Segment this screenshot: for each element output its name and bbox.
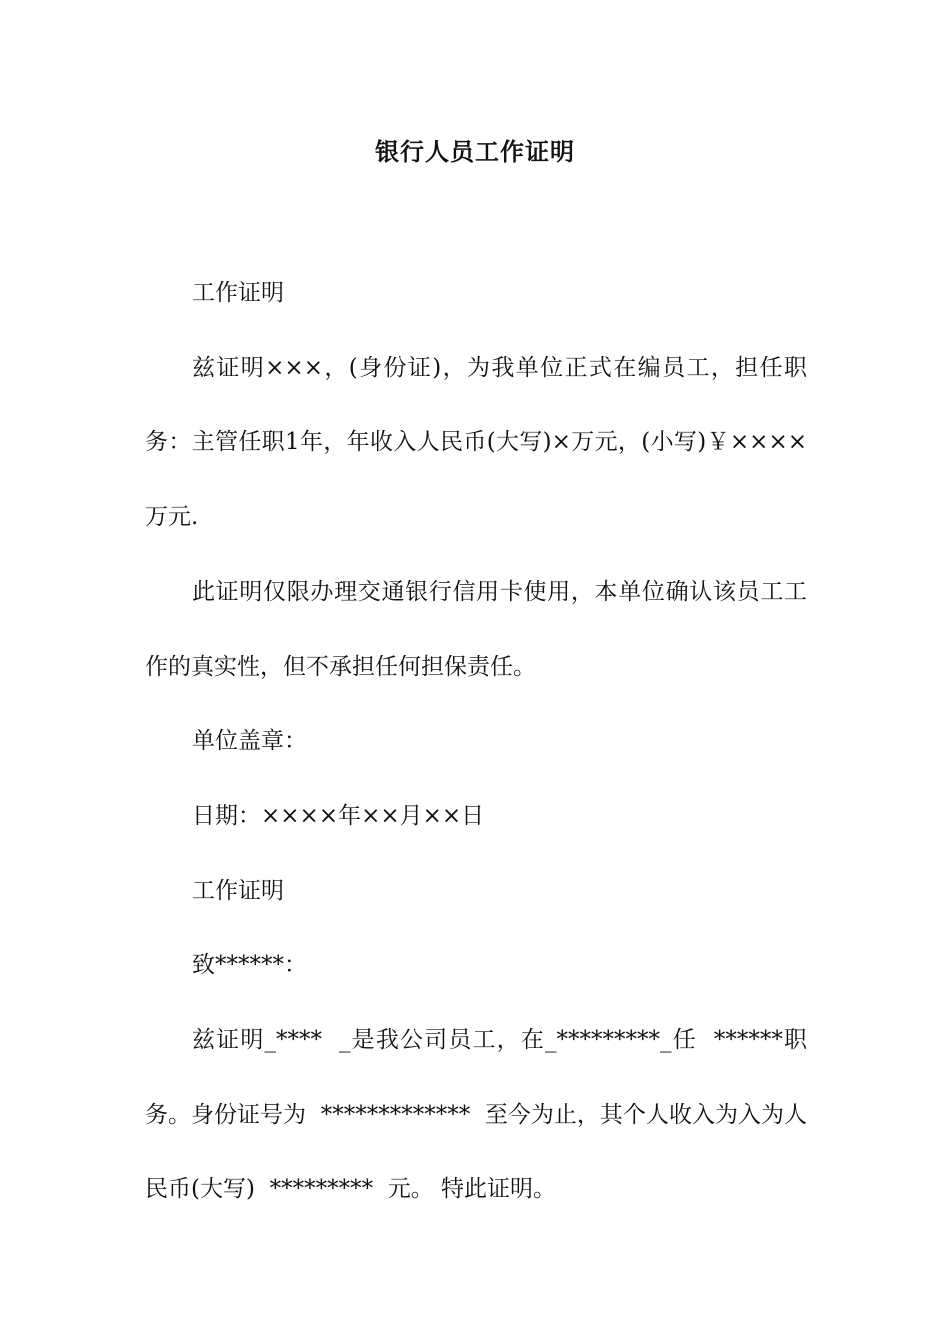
paragraph-heading-1: 工作证明 xyxy=(192,280,284,306)
paragraph-date: 日期：××××年××月××日 xyxy=(192,802,485,829)
paragraph-recipient: 致******： xyxy=(192,952,307,979)
paragraph-heading-2: 工作证明 xyxy=(192,877,284,904)
document-body xyxy=(145,256,807,1227)
paragraph-income-statement: 兹证明_**** _是我公司员工，在_*********_任 ******职务。身份证号为 ************* 至今为止，其个人收入为入为人民币(大写) ********* 元。 特此证明。 xyxy=(145,1027,807,1203)
paragraph-employment-statement: 兹证明×××，(身份证)，为我单位正式在编员工，担任职务：主管任职1年，年收入人民币(大写)×万元，(小写)￥××××万元. xyxy=(145,354,807,531)
paragraph-company-seal: 单位盖章： xyxy=(192,728,307,755)
document-title: 银行人员工作证明 xyxy=(375,137,575,166)
paragraph-usage-limitation: 此证明仅限办理交通银行信用卡使用，本单位确认该员工工作的真实性，但不承担任何担保责任。 xyxy=(145,578,807,680)
